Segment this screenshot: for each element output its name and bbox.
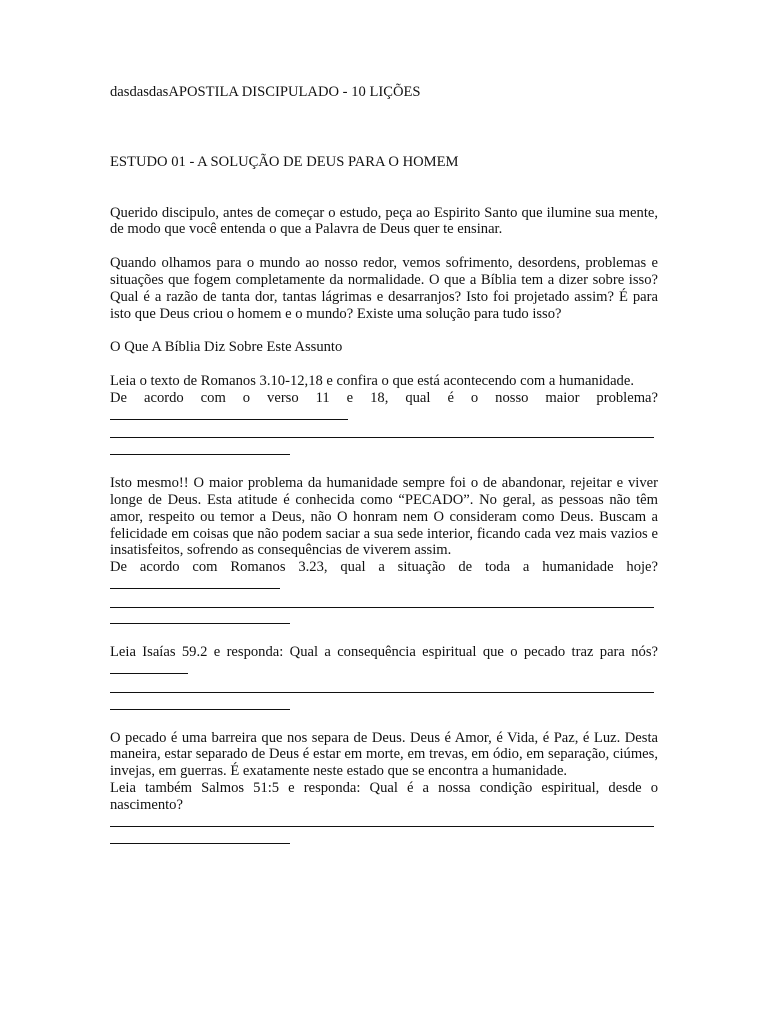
answer-2-line-1[interactable]: [110, 594, 658, 611]
answer-2-line-2[interactable]: [110, 611, 658, 628]
answer-1-line-2[interactable]: [110, 441, 658, 458]
context-paragraph: Quando olhamos para o mundo ao nosso redor, vemos sofrimento, desordens, problemas e situações que fogem completamente da normalidade. O que a Bíblia tem a dizer sobre isso? Qual é a razão de tanta dor, tantas lágrimas e desarranjos? Isto foi projetado assim? É para isto que Deus criou o homem e o mundo? Existe uma solução para tudo isso?: [110, 255, 658, 322]
question-2: [110, 559, 658, 594]
answer-3-blank[interactable]: [110, 661, 188, 674]
section-heading: O Que A Bíblia Diz Sobre Este Assunto: [110, 339, 343, 356]
answer-2-blank[interactable]: [110, 576, 280, 589]
separation-paragraph: O pecado é uma barreira que nos separa de Deus. Deus é Amor, é Vida, é Paz, é Luz. Desta maneira, estar separado de Deus é estar em morte, em trevas, em ódio, em separação, ciúmes, invejas, em guerras. É exatamente neste estado que se encontra a humanidade.: [110, 729, 658, 780]
answer-4-line-2[interactable]: [110, 830, 658, 847]
question-1-text: De acordo com o verso 11 e 18, qual é o nosso maior problema?: [110, 389, 658, 406]
document-page: [110, 84, 658, 847]
intro-paragraph: Querido discipulo, antes de começar o estudo, peça ao Espirito Santo que ilumine sua mente, de modo que você entenda o que a Palavra de Deus quer te ensinar.: [110, 204, 658, 238]
document-header: dasdasdasAPOSTILA DISCIPULADO - 10 LIÇÕES: [110, 84, 421, 100]
answer-3-line-2[interactable]: [110, 696, 658, 713]
question-3-text: Leia Isaías 59.2 e responda: Qual a consequência espiritual que o pecado traz para nós?: [110, 644, 658, 661]
answer-1-blank[interactable]: [110, 407, 348, 420]
question-1: [110, 390, 658, 425]
question-3: [110, 644, 658, 679]
answer-1-line-1[interactable]: [110, 425, 658, 442]
question-4-text: Leia também Salmos 51:5 e responda: Qual é a nossa condição espiritual, desde o nascimento?: [110, 779, 658, 813]
answer-4-line-1[interactable]: [110, 814, 658, 831]
study-title: ESTUDO 01 - A SOLUÇÃO DE DEUS PARA O HOMEM: [110, 153, 459, 170]
question-2-text: De acordo com Romanos 3.23, qual a situação de toda a humanidade hoje?: [110, 559, 658, 576]
explanation-paragraph: Isto mesmo!! O maior problema da humanidade sempre foi o de abandonar, rejeitar e viver longe de Deus. Esta atitude é conhecida como “PECADO”. No geral, as pessoas não têm amor, respeito ou temor a Deus, não O honram nem O consideram como Deus. Buscam a felicidade em coisas que não podem saciar a sua sede interior, ficando cada vez mais vazios e insatisfeitos, sofrendo as consequências de viverem assim.: [110, 475, 658, 559]
question-1-intro: Leia o texto de Romanos 3.10-12,18 e confira o que está acontecendo com a humanidade.: [110, 373, 634, 390]
answer-3-line-1[interactable]: [110, 679, 658, 696]
